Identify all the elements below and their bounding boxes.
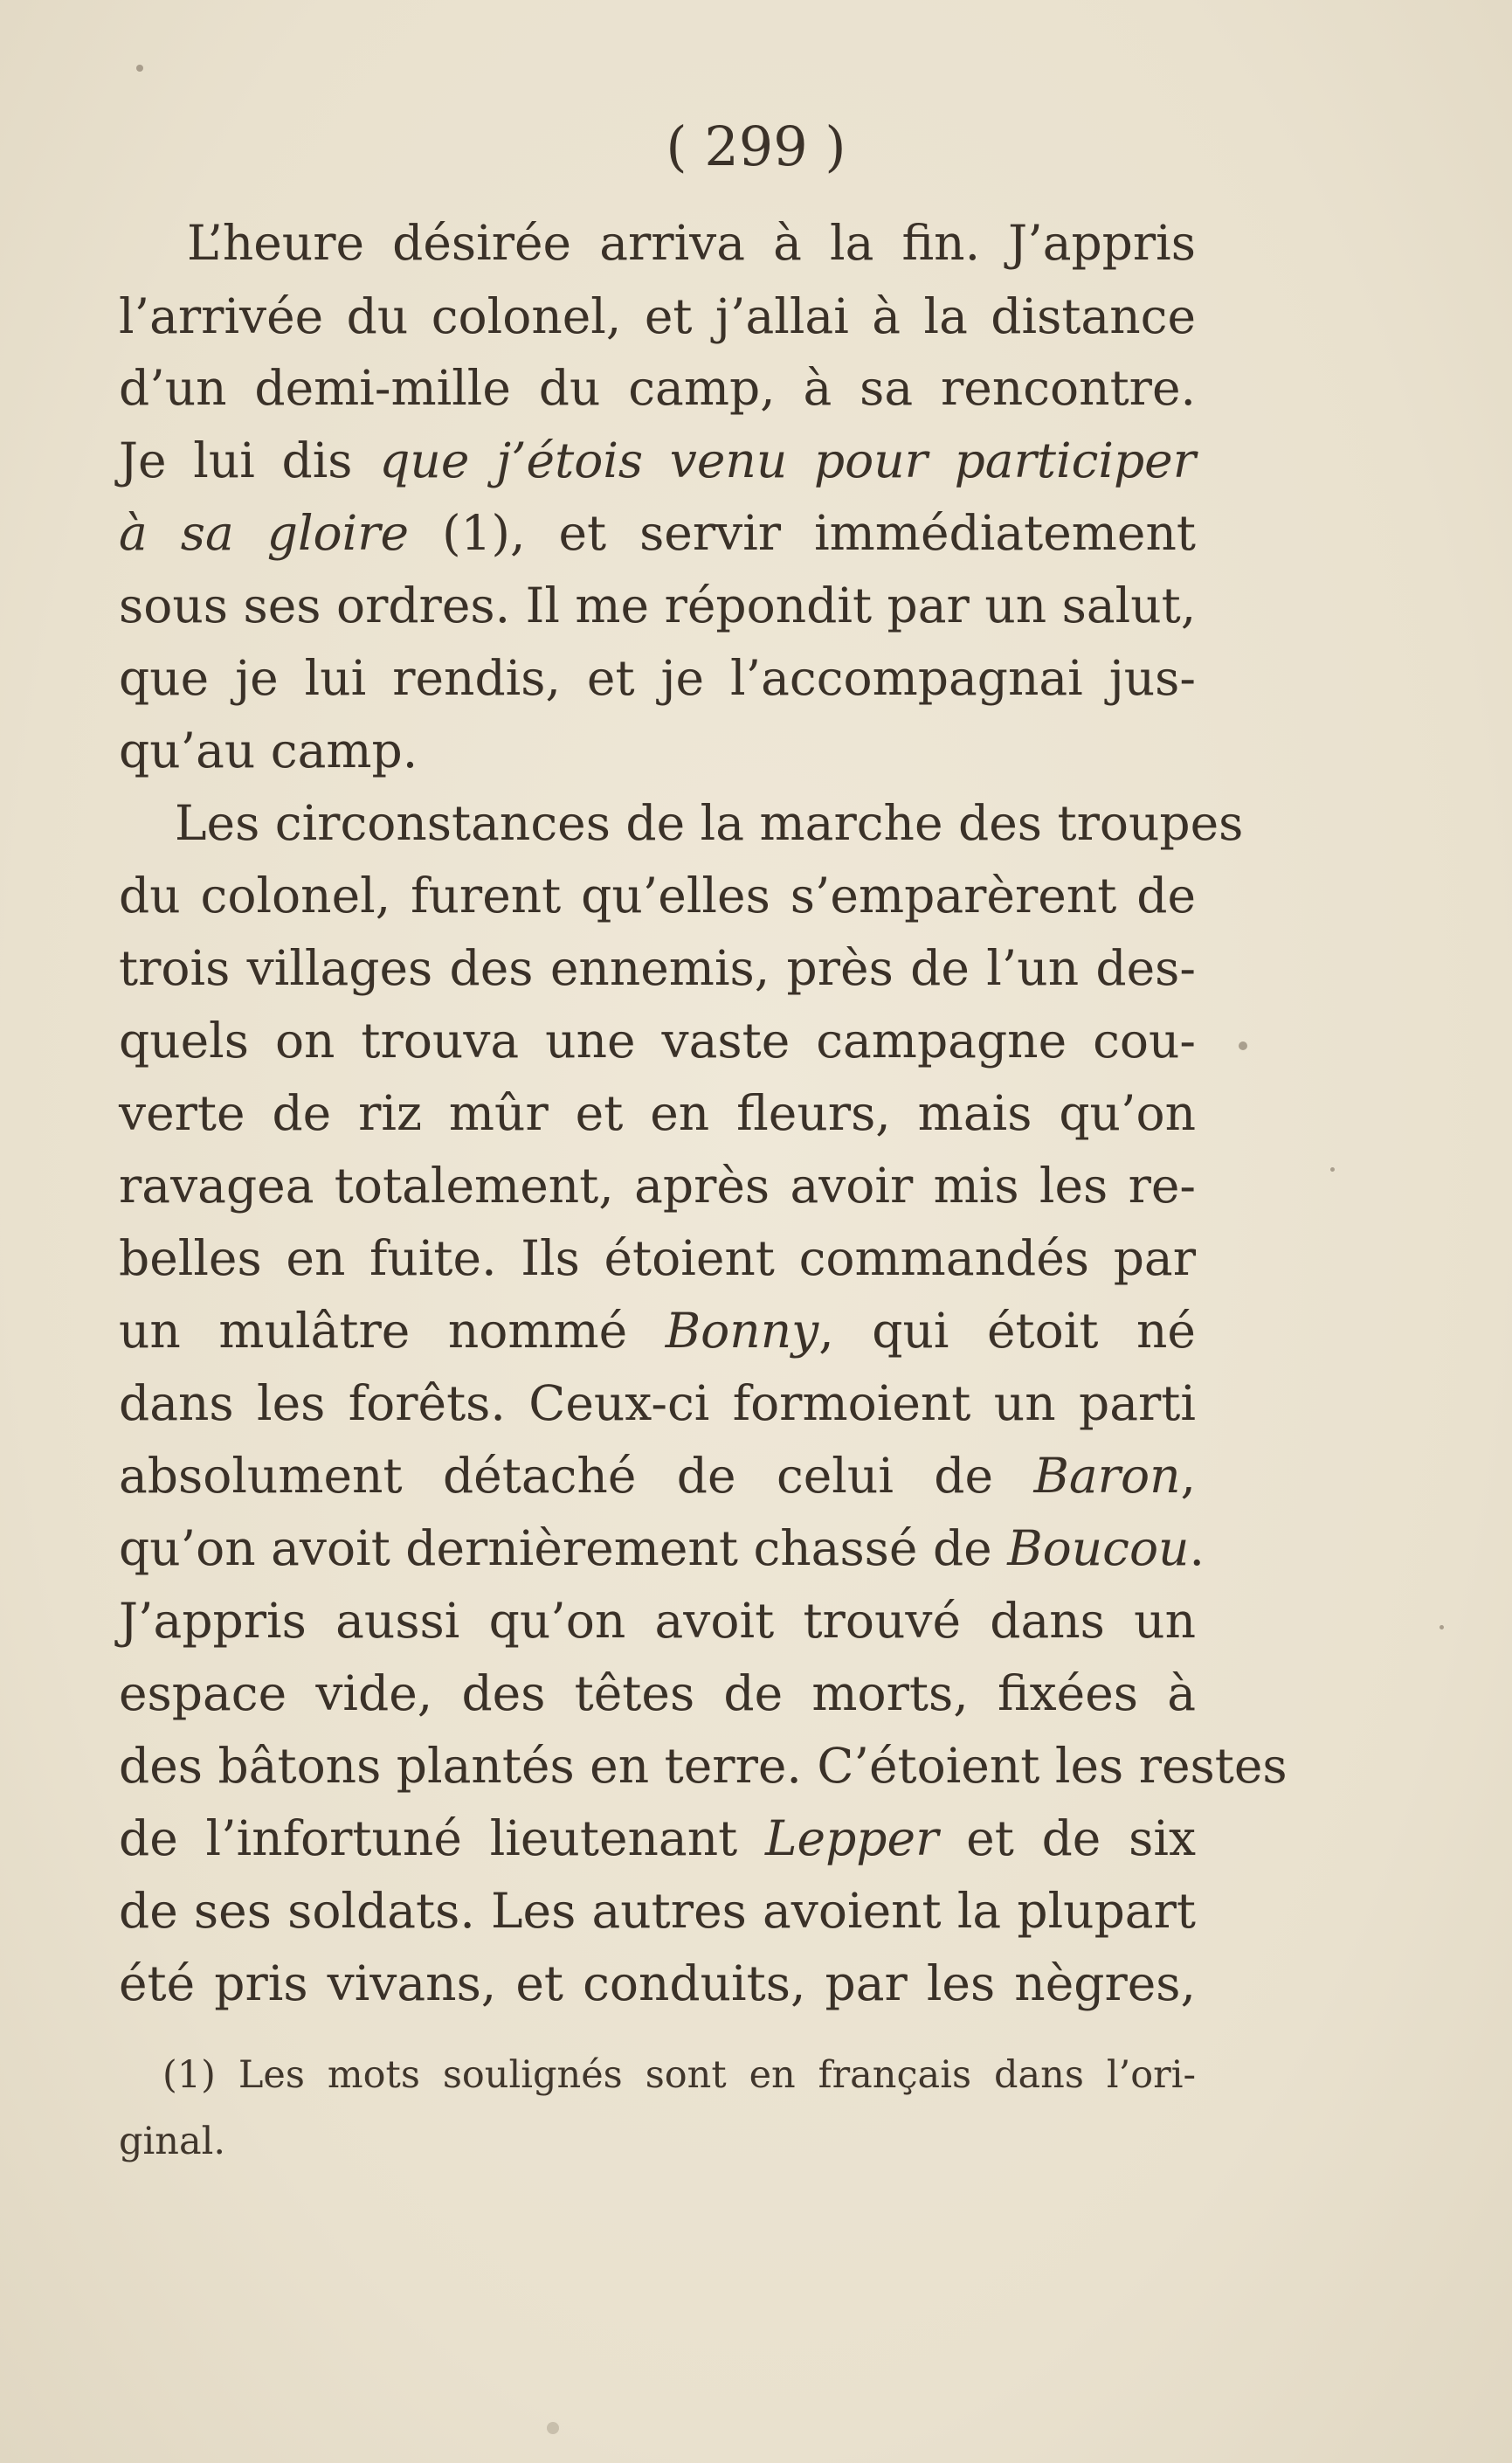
text-line: de l’infortuné lieutenant Lepper et de six [119, 1810, 1196, 1866]
paper-speck [136, 65, 143, 72]
text-line: J’appris aussi qu’on avoit trouvé dans un [119, 1593, 1196, 1649]
text-line: sous ses ordres. Il me répondit par un salut, [119, 578, 1197, 633]
text-line: belles en fuite. Ils étoient commandés par [119, 1230, 1196, 1286]
text-line: d’un demi-mille du camp, à sa rencontre. [119, 360, 1196, 416]
paper-speck [1440, 1625, 1444, 1629]
text-line: du colonel, furent qu’elles s’emparèrent de [119, 868, 1196, 924]
italic-name: Bonny [665, 1303, 819, 1359]
page-number: ( 299 ) [666, 114, 846, 178]
text-line: de ses soldats. Les autres avoient la plupart [119, 1883, 1196, 1939]
text-line: qu’on avoit dernièrement chassé de Boucou. [119, 1520, 1205, 1576]
italic-phrase: que j’étois venu pour participer [379, 432, 1197, 488]
text-line: espace vide, des têtes de morts, fixées à [119, 1665, 1196, 1721]
text-line: qu’au camp. [119, 723, 418, 778]
footnote-line: ginal. [119, 2120, 226, 2163]
text-line: l’arrivée du colonel, et j’allai à la distance [119, 288, 1196, 344]
paper-speck [547, 2422, 559, 2434]
text-line: à sa gloire (1), et servir immédiatement [119, 505, 1196, 561]
paper-speck [1239, 1041, 1247, 1050]
text-line: été pris vivans, et conduits, par les nègres, [119, 1955, 1196, 2011]
italic-name: Boucou [1007, 1520, 1190, 1576]
text-line: trois villages des ennemis, près de l’un des- [119, 940, 1196, 996]
text-line: quels on trouva une vaste campagne cou- [119, 1013, 1196, 1069]
text-line: des bâtons plantés en terre. C’étoient les restes [119, 1738, 1288, 1794]
text-line: dans les forêts. Ceux-ci formoient un parti [119, 1375, 1196, 1431]
text-line: absolument détaché de celui de Baron, [119, 1448, 1196, 1504]
text-line: Les circonstances de la marche des troupes [175, 795, 1244, 851]
text-line: verte de riz mûr et en fleurs, mais qu’on [119, 1085, 1196, 1141]
text-line: un mulâtre nommé Bonny, qui étoit né [119, 1303, 1196, 1359]
italic-name: Baron [1033, 1448, 1181, 1504]
footnote-line: (1) Les mots soulignés sont en français dans l’ori- [162, 2053, 1196, 2097]
italic-phrase: à sa gloire [119, 505, 410, 561]
text-line: L’heure désirée arriva à la fin. J’appris [187, 215, 1196, 271]
italic-name: Lepper [765, 1810, 939, 1866]
text-line: que je lui rendis, et je l’accompagnai jus- [119, 650, 1196, 706]
text-line: ravagea totalement, après avoir mis les re- [119, 1158, 1196, 1214]
text-line: Je lui dis que j’étois venu pour participer [119, 432, 1197, 488]
paper-speck [1330, 1167, 1335, 1172]
